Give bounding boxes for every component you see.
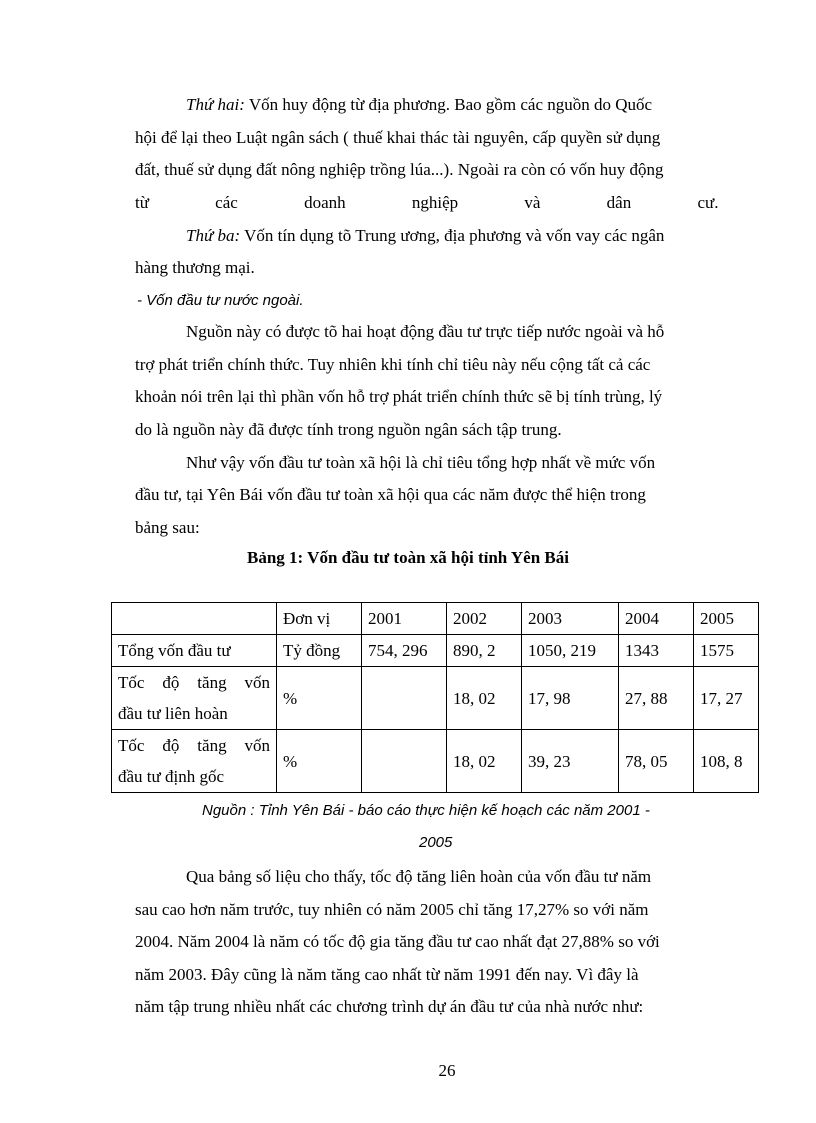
- paragraph-1-line-1: Thứ hai: Vốn huy động từ địa phương. Bao gồm các nguồn do Quốc: [186, 95, 653, 114]
- table-cell: 1050, 219: [522, 635, 619, 667]
- table-cell: 108, 8: [694, 730, 759, 793]
- paragraph-2-line-2: hàng thương mại.: [135, 258, 255, 277]
- table-cell: 890, 2: [447, 635, 522, 667]
- table-cell: 17, 27: [694, 667, 759, 730]
- table-cell: 78, 05: [619, 730, 694, 793]
- label-thu-hai: Thứ hai:: [186, 95, 245, 114]
- row-label: Tổng vốn đầu tư: [112, 635, 277, 667]
- paragraph-4-line-1: Như vậy vốn đầu tư toàn xã hội là chỉ tiêu tổng hợp nhất về mức vốn: [186, 453, 656, 472]
- table-cell: 754, 296: [362, 635, 447, 667]
- header-cell: 2001: [362, 603, 447, 635]
- table-header-row: [112, 603, 759, 635]
- table-cell: 17, 98: [522, 667, 619, 730]
- table-row: [112, 730, 759, 793]
- table-cell: 18, 02: [447, 667, 522, 730]
- table-cell: 18, 02: [447, 730, 522, 793]
- paragraph-1-line-3: đất, thuế sử dụng đất nông nghiệp trồng lúa...). Ngoài ra còn có vốn huy động: [135, 160, 664, 179]
- table-cell: 1343: [619, 635, 694, 667]
- header-cell: 2003: [522, 603, 619, 635]
- table-cell: Tỷ đồng: [277, 635, 362, 667]
- paragraph-5-line-2: sau cao hơn năm trước, tuy nhiên có năm 2005 chỉ tăng 17,27% so với năm: [135, 900, 649, 919]
- row-label: Tốc độ tăng vốn đầu tư định gốc: [112, 730, 277, 793]
- table-row: [112, 635, 759, 667]
- table-cell: %: [277, 667, 362, 730]
- paragraph-5-line-3: 2004. Năm 2004 là năm có tốc độ gia tăng đầu tư cao nhất đạt 27,88% so với: [135, 932, 660, 951]
- header-cell: 2002: [447, 603, 522, 635]
- table-cell: %: [277, 730, 362, 793]
- paragraph-3-line-1: Nguồn này có được tõ hai hoạt động đầu tư trực tiếp nước ngoài và hỗ: [186, 322, 665, 341]
- paragraph-3-line-2: trợ phát triển chính thức. Tuy nhiên khi tính chỉ tiêu này nếu cộng tất cả các: [135, 355, 651, 374]
- paragraph-4-line-2: đầu tư, tại Yên Bái vốn đầu tư toàn xã hội qua các năm được thể hiện trong: [135, 485, 646, 504]
- table-cell: 27, 88: [619, 667, 694, 730]
- paragraph-1-line-2: hội để lại theo Luật ngân sách ( thuế khai thác tài nguyên, cấp quyền sử dụng: [135, 128, 661, 147]
- table-row: [112, 667, 759, 730]
- paragraph-1-line-4: từ các doanh nghiệp và dân cư.: [135, 193, 719, 212]
- table-cell: [362, 667, 447, 730]
- table-source-line-1: Nguồn : Tỉnh Yên Bái - báo cáo thực hiện kế hoạch các năm 2001 -: [202, 802, 650, 819]
- page-number: 26: [438, 1061, 456, 1080]
- table-caption: Bảng 1: Vốn đầu tư toàn xã hội tỉnh Yên Bái: [247, 548, 569, 567]
- paragraph-4-line-3: bảng sau:: [135, 518, 200, 537]
- table-cell: 39, 23: [522, 730, 619, 793]
- table-cell: [362, 730, 447, 793]
- paragraph-3-line-4: do là nguồn này đã được tính trong nguồn ngân sách tập trung.: [135, 420, 562, 439]
- label-thu-ba: Thứ ba:: [186, 226, 241, 245]
- investment-table: [111, 602, 759, 793]
- header-cell: 2005: [694, 603, 759, 635]
- header-cell: [112, 603, 277, 635]
- paragraph-2-line-1: Thứ ba: Vốn tín dụng tõ Trung ương, địa phương và vốn vay các ngân: [186, 226, 665, 245]
- header-cell: Đơn vị: [277, 603, 362, 635]
- table-cell: 1575: [694, 635, 759, 667]
- heading-foreign-investment: - Vốn đầu tư nước ngoài.: [137, 292, 304, 309]
- row-label: Tốc độ tăng vốn đầu tư liên hoàn: [112, 667, 277, 730]
- header-cell: 2004: [619, 603, 694, 635]
- paragraph-3-line-3: khoản nói trên lại thì phần vốn hỗ trợ phát triển chính thức sẽ bị tính trùng, lý: [135, 387, 663, 406]
- paragraph-5-line-5: năm tập trung nhiều nhất các chương trình dự án đầu tư của nhà nước như:: [135, 997, 644, 1016]
- table-source-line-2: 2005: [419, 834, 453, 851]
- paragraph-5-line-1: Qua bảng số liệu cho thấy, tốc độ tăng liên hoàn của vốn đầu tư năm: [186, 867, 652, 886]
- paragraph-5-line-4: năm 2003. Đây cũng là năm tăng cao nhất từ năm 1991 đến nay. Vì đây là: [135, 965, 639, 984]
